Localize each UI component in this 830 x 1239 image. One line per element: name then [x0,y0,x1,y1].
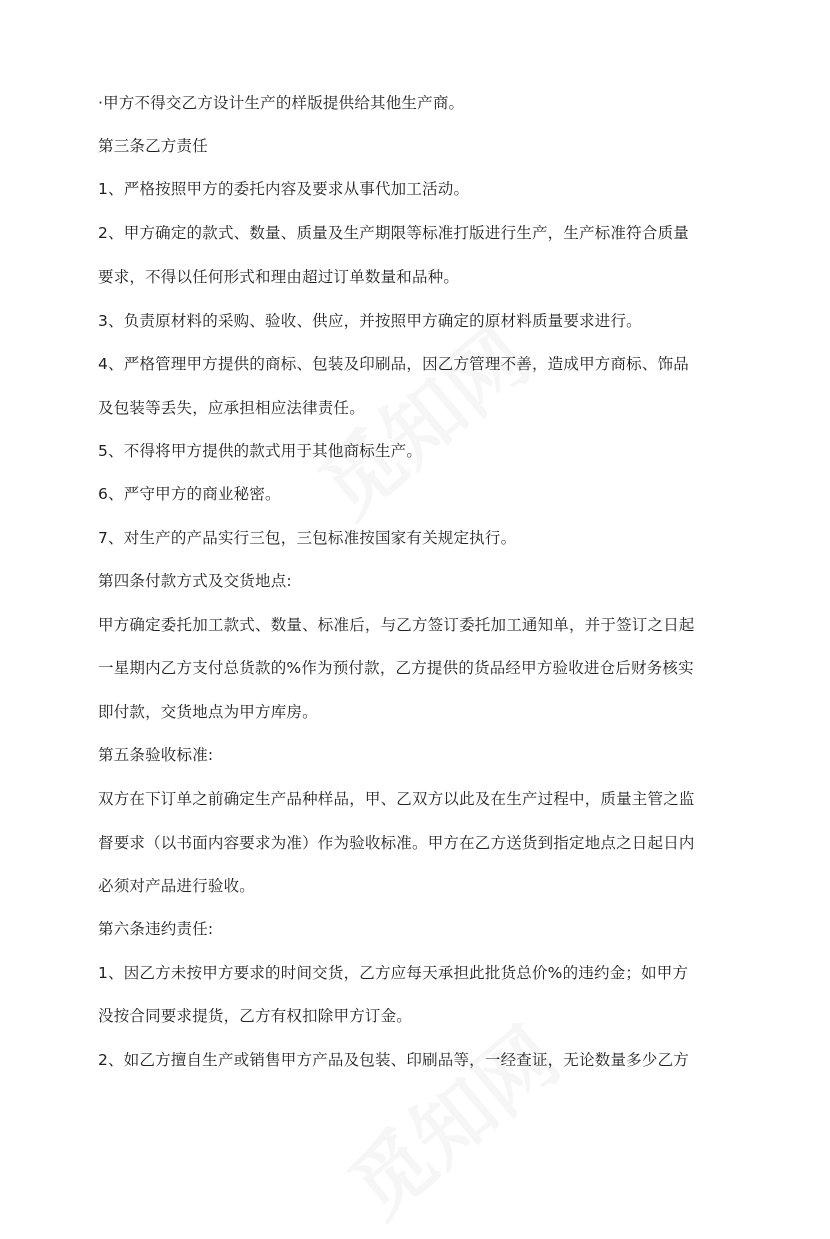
text-line: 双方在下订单之前确定生产品种样品，甲、乙双方以此及在生产过程中，质量主管之监 [98,790,695,808]
text-line: 2、甲方确定的款式、数量、质量及生产期限等标准打版进行生产，生产标准符合质量 [98,224,689,242]
section-heading: 第五条验收标准: [98,746,214,764]
text-line: 没按合同要求提货，乙方有权扣除甲方订金。 [98,1007,413,1025]
text-line: 要求，不得以任何形式和理由超过订单数量和品种。 [98,268,460,286]
watermark [321,996,579,1238]
text-line: 7、对生产的产品实行三包，三包标准按国家有关规定执行。 [98,529,517,547]
text-line: 5、不得将甲方提供的款式用于其他商标生产。 [98,442,423,460]
text-line: 4、严格管理甲方提供的商标、包装及印刷品，因乙方管理不善，造成甲方商标、饰品 [98,355,689,373]
text-line: 一星期内乙方支付总货款的%作为预付款，乙方提供的货品经甲方验收进仓后财务核实 [98,659,694,677]
text-line: 必须对产品进行验收。 [98,877,256,895]
text-line: 及包装等丢失，应承担相应法律责任。 [98,399,365,417]
text-line: 1、因乙方未按甲方要求的时间交货，乙方应每天承担此批货总价%的违约金；如甲方 [98,964,689,982]
section-heading: 第三条乙方责任 [98,137,208,155]
text-line: 3、负责原材料的采购、验收、供应，并按照甲方确定的原材料质量要求进行。 [98,312,642,330]
text-line: 1、严格按照甲方的委托内容及要求从事代加工活动。 [98,180,470,198]
text-line: 督要求（以书面内容要求为准）作为验收标准。甲方在乙方送货到指定地点之日起日内 [98,834,695,852]
text-line: 2、如乙方擅自生产或销售甲方产品及包装、印刷品等，一经查证，无论数量多少乙方 [98,1051,689,1069]
text-line: ·甲方不得交乙方设计生产的样版提供给其他生产商。 [98,94,465,112]
section-heading: 第四条付款方式及交货地点: [98,572,292,590]
text-line: 6、严守甲方的商业秘密。 [98,485,281,503]
text-line: 即付款，交货地点为甲方库房。 [98,703,318,721]
text-line: 甲方确定委托加工款式、数量、标准后，与乙方签订委托加工通知单，并于签订之日起 [98,616,695,634]
section-heading: 第六条违约责任: [98,920,214,938]
